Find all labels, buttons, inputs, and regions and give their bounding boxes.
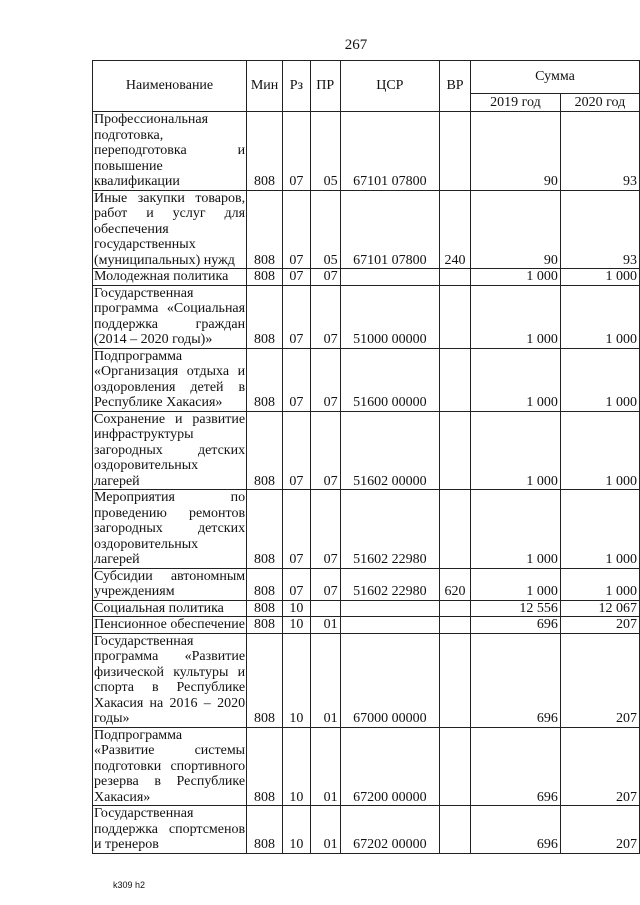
row-csr [340, 617, 439, 634]
table-row [93, 490, 640, 569]
row-vr [440, 269, 471, 286]
row-sum-2019: 1 000 [470, 285, 560, 348]
row-min: 808 [247, 617, 283, 634]
header-csr: ЦСР [340, 61, 439, 112]
row-min: 808 [247, 348, 283, 411]
row-sum-2020: 1 000 [560, 285, 639, 348]
table-row [93, 568, 640, 600]
row-sum-2020: 207 [560, 617, 639, 634]
row-csr: 67101 07800 [340, 190, 439, 269]
row-name: Сохранение и развитие инфраструктуры загородных детских оздоровительных лагерей [94, 411, 246, 489]
row-pr: 01 [310, 727, 340, 806]
row-pr [310, 600, 340, 617]
row-min: 808 [247, 411, 283, 490]
row-rz: 10 [283, 600, 311, 617]
row-name: Субсидии автономным учреждениям [94, 568, 246, 599]
row-vr [440, 727, 471, 806]
row-vr [440, 806, 471, 854]
row-name: Пенсионное обеспечение [94, 617, 245, 632]
table-row [93, 269, 640, 286]
row-pr: 07 [310, 568, 340, 600]
row-pr: 01 [310, 806, 340, 854]
row-min: 808 [247, 633, 283, 727]
row-sum-2020: 1 000 [560, 568, 639, 600]
row-sum-2019: 696 [470, 806, 560, 854]
table-row [93, 348, 640, 411]
row-name: Иные закупки товаров, работ и услуг для обеспечения государственных (муниципальных) нужд [94, 190, 246, 268]
row-csr [340, 600, 439, 617]
row-rz: 07 [283, 348, 311, 411]
row-name: Подпрограмма «Организация отдыха и оздоровления детей в Республике Хакасия» [94, 348, 246, 410]
header-rz: Рз [283, 61, 311, 112]
row-pr: 07 [310, 348, 340, 411]
row-pr: 05 [310, 112, 340, 191]
row-sum-2020: 12 067 [560, 600, 639, 617]
header-vr: ВР [440, 61, 471, 112]
row-vr [440, 633, 471, 727]
table-row [93, 633, 640, 727]
row-name: Мероприятия по проведению ремонтов загородных детских оздоровительных лагерей [94, 490, 246, 567]
row-csr: 51602 00000 [340, 411, 439, 490]
row-rz: 07 [283, 269, 311, 286]
row-vr [440, 600, 471, 617]
row-sum-2019: 90 [470, 112, 560, 191]
row-rz: 07 [283, 285, 311, 348]
row-rz: 10 [283, 727, 311, 806]
row-name: Социальная политика [93, 600, 247, 617]
page-number: 267 [344, 37, 368, 53]
header-year-2019: 2019 год [470, 94, 560, 112]
row-pr: 05 [310, 190, 340, 269]
row-rz: 07 [283, 112, 311, 191]
table-row [93, 600, 640, 617]
row-csr: 67101 07800 [340, 112, 439, 191]
row-sum-2019: 1 000 [470, 348, 560, 411]
row-sum-2019: 12 556 [470, 600, 560, 617]
row-vr [440, 617, 471, 634]
row-sum-2019: 1 000 [470, 568, 560, 600]
row-min: 808 [247, 600, 283, 617]
row-csr: 67000 00000 [340, 633, 439, 727]
row-pr: 07 [310, 269, 340, 286]
row-csr: 51000 00000 [340, 285, 439, 348]
table-row [93, 806, 640, 854]
row-sum-2020: 207 [560, 727, 639, 806]
row-min: 808 [247, 490, 283, 569]
row-name: Молодежная политика [93, 269, 247, 286]
row-pr: 01 [310, 633, 340, 727]
row-sum-2019: 696 [470, 727, 560, 806]
row-sum-2020: 207 [560, 806, 639, 854]
header-year-2020: 2020 год [560, 94, 639, 112]
row-min: 808 [247, 112, 283, 191]
row-pr: 01 [310, 617, 340, 634]
row-min: 808 [247, 269, 283, 286]
table-row [93, 190, 640, 269]
row-vr [440, 285, 471, 348]
row-pr: 07 [310, 285, 340, 348]
header-sum: Сумма [470, 61, 639, 94]
row-vr [440, 490, 471, 569]
row-sum-2019: 696 [470, 617, 560, 634]
row-sum-2019: 1 000 [470, 490, 560, 569]
row-name: Государственная программа «Социальная поддержка граждан (2014 – 2020 годы)» [94, 285, 246, 347]
row-vr: 620 [440, 568, 471, 600]
row-vr [440, 411, 471, 490]
row-vr [440, 348, 471, 411]
header-name: Наименование [93, 61, 247, 112]
row-rz: 07 [283, 568, 311, 600]
row-sum-2019: 1 000 [470, 269, 560, 286]
row-csr: 51602 22980 [340, 490, 439, 569]
row-vr: 240 [440, 190, 471, 269]
row-sum-2019: 696 [470, 633, 560, 727]
row-csr [340, 269, 439, 286]
row-csr: 67202 00000 [340, 806, 439, 854]
row-sum-2020: 1 000 [560, 490, 639, 569]
row-rz: 07 [283, 190, 311, 269]
row-min: 808 [247, 285, 283, 348]
table-row [93, 112, 640, 191]
table-row [93, 285, 640, 348]
row-name: Государственная программа «Развитие физической культуры и спорта в Республике Хакасия на 2016 – 2020 годы» [94, 633, 246, 726]
row-min: 808 [247, 190, 283, 269]
row-sum-2020: 1 000 [560, 348, 639, 411]
row-name: Профессиональная подготовка, переподготовка и повышение квалификации [94, 112, 246, 189]
row-sum-2019: 90 [470, 190, 560, 269]
row-sum-2020: 93 [560, 112, 639, 191]
row-sum-2020: 93 [560, 190, 639, 269]
row-csr: 51602 22980 [340, 568, 439, 600]
row-rz: 10 [283, 633, 311, 727]
row-rz: 10 [283, 806, 311, 854]
row-rz: 07 [283, 490, 311, 569]
row-min: 808 [247, 568, 283, 600]
row-sum-2020: 207 [560, 633, 639, 727]
footer-code: k309 h2 [113, 880, 146, 890]
header-min: Мин [247, 61, 283, 112]
table-row [93, 727, 640, 806]
row-min: 808 [247, 806, 283, 854]
row-csr: 67200 00000 [340, 727, 439, 806]
table-row [93, 617, 640, 634]
row-pr: 07 [310, 411, 340, 490]
row-vr [440, 112, 471, 191]
row-pr: 07 [310, 490, 340, 569]
budget-table [92, 60, 640, 854]
table-row [93, 411, 640, 490]
header-pr: ПР [310, 61, 340, 112]
row-rz: 07 [283, 411, 311, 490]
row-min: 808 [247, 727, 283, 806]
row-sum-2019: 1 000 [470, 411, 560, 490]
row-sum-2020: 1 000 [560, 411, 639, 490]
row-csr: 51600 00000 [340, 348, 439, 411]
row-sum-2020: 1 000 [560, 269, 639, 286]
row-name: Государственная поддержка спортсменов и тренеров [94, 806, 246, 852]
row-name: Подпрограмма «Развитие системы подготовки спортивного резерва в Республике Хакасия» [94, 727, 246, 805]
row-rz: 10 [283, 617, 311, 634]
